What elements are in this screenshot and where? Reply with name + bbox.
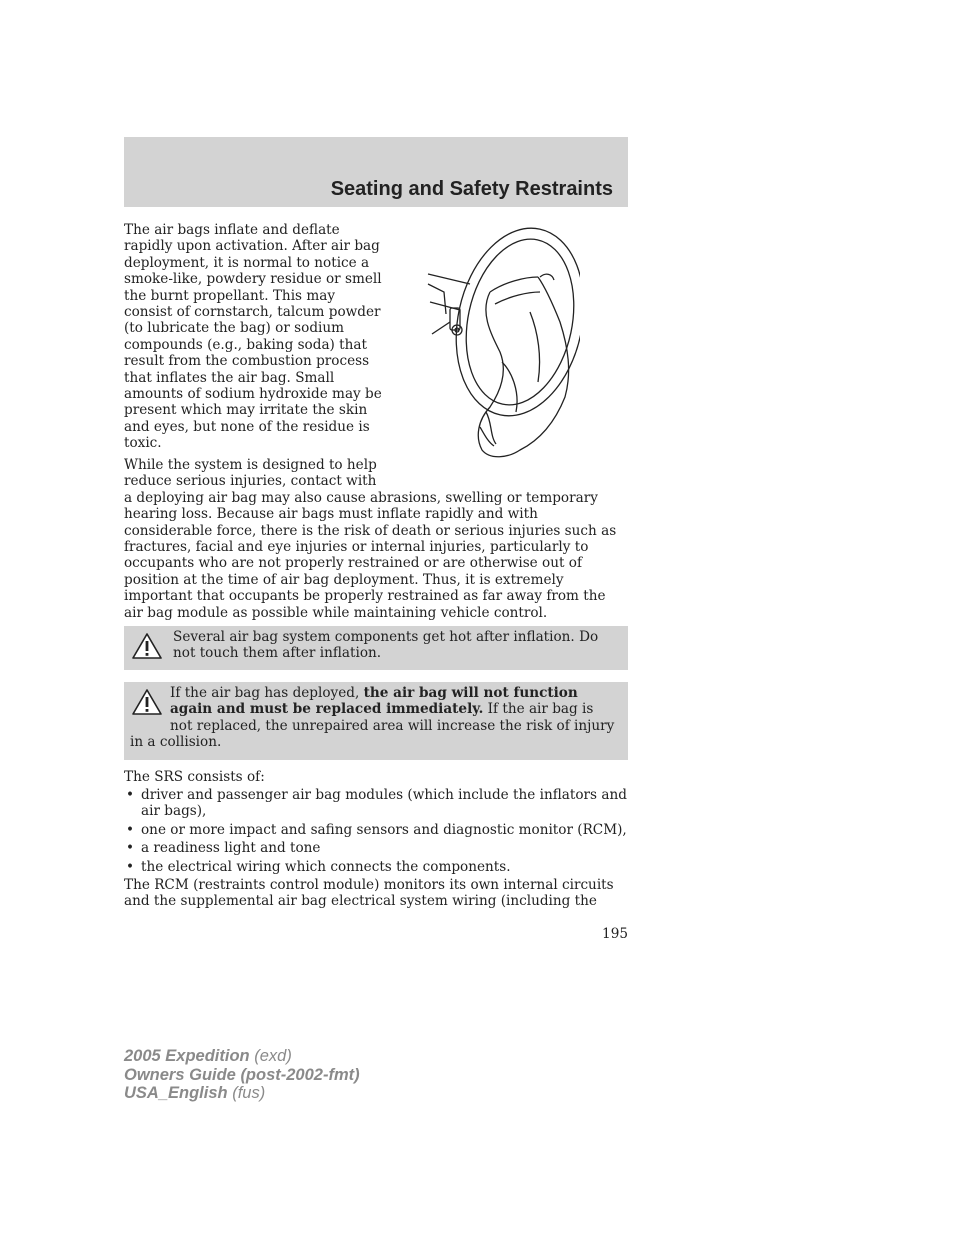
airbag-injury-paragraph-intro: While the system is designed to help reduce serious injuries, contact with bbox=[124, 457, 377, 490]
srs-intro: The SRS consists of: bbox=[124, 769, 265, 785]
footer-line-1: 2005 Expedition (exd) bbox=[124, 1047, 292, 1065]
warning-triangle-icon bbox=[131, 632, 163, 660]
srs-component-list bbox=[124, 787, 628, 877]
section-header-band bbox=[124, 137, 628, 207]
list-item: • a readiness light and tone bbox=[126, 840, 321, 857]
warning-replace-airbag-text bbox=[130, 685, 620, 751]
list-item: • one or more impact and safing sensors and diagnostic monitor (RCM), bbox=[126, 821, 627, 838]
footer-line-2: Owners Guide (post-2002-fmt) bbox=[124, 1065, 360, 1084]
airbag-injury-paragraph bbox=[124, 457, 628, 621]
list-item: • the electrical wiring which connects the components. bbox=[126, 858, 511, 875]
warning-2-lead: If the air bag has deployed, bbox=[170, 685, 364, 701]
rcm-paragraph: The RCM (restraints control module) monitors its own internal circuits and the supplemental air bag electrical system wiring (including the bbox=[124, 877, 614, 910]
footer-line-3: USA_English (fus) bbox=[124, 1084, 266, 1102]
document-footer bbox=[124, 1047, 360, 1103]
airbag-residue-paragraph: The air bags inflate and deflate rapidly upon activation. After air bag deployment, it is normal to notice a smoke-like, powdery residue or smell the burnt propellant. This may consist of cornstarch, talcum powder (to lubricate the bag) or sodium compounds (e.g., baking soda) that result from the combustion process that inflates the air bag. Small amounts of sodium hydroxide may be present which may irritate the skin and eyes, but none of the residue is toxic. bbox=[124, 222, 382, 452]
warning-2-bold: the air bag will not function again and must be replaced immediately. bbox=[170, 685, 578, 718]
deployed-steering-wheel-airbag-illustration bbox=[420, 222, 580, 472]
warning-hot-components bbox=[124, 626, 628, 670]
list-item: • driver and passenger air bag modules (which include the inflators and air bags), bbox=[126, 787, 627, 820]
section-title: Seating and Safety Restraints bbox=[330, 178, 613, 200]
warning-triangle-icon bbox=[131, 688, 163, 716]
warning-2-tail: If the air bag is not replaced, the unrepaired area will increase the risk of injury in a collision. bbox=[130, 701, 615, 751]
page-number: 195 bbox=[602, 926, 628, 942]
warning-replace-airbag bbox=[124, 682, 628, 760]
airbag-injury-paragraph-body: a deploying air bag may also cause abrasions, swelling or temporary hearing loss. Because air bags must inflate rapidly and with considerable force, there is the risk of death or serious injuries such as fractures, facial and eye injuries or internal injuries, particularly to occupants who are not properly restrained or are otherwise out of position at the time of air bag deployment. Thus, it is extremely important that occupants be properly restrained as far away from the air bag module as possible while maintaining vehicle control. bbox=[124, 489, 617, 621]
warning-hot-components-text: Several air bag system components get hot after inflation. Do not touch them after inflation. bbox=[173, 629, 599, 662]
